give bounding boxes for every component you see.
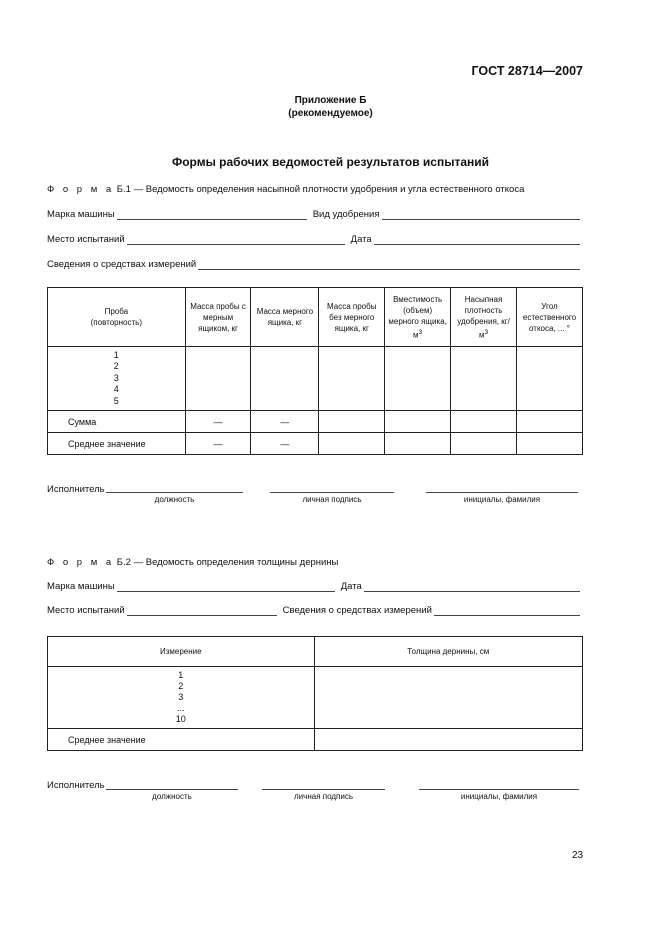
form1-machine-label: Марка машины <box>47 209 115 220</box>
form1-cell[interactable] <box>451 411 517 433</box>
form1-word: Ф о р м а <box>47 184 115 195</box>
form2-mean-row <box>48 729 583 751</box>
form1-fertilizer-label: Вид удобрения <box>312 209 380 220</box>
appendix-subtitle: (рекомендуемое) <box>288 108 373 119</box>
form1-cell[interactable] <box>251 347 319 411</box>
form2-table-header <box>48 637 583 667</box>
form1-dash: — <box>251 411 319 433</box>
form1-cell[interactable] <box>319 411 385 433</box>
form2-machine-label: Марка машины <box>47 581 115 592</box>
form1-name-caption: инициалы, фамилия <box>463 495 541 504</box>
form1-cell[interactable] <box>517 411 583 433</box>
form1-col-sample: Проба (повторность) <box>48 288 186 347</box>
form2-date-label: Дата <box>340 581 362 592</box>
form1-place-field[interactable] <box>127 234 345 245</box>
page-number: 23 <box>572 850 584 861</box>
standard-number: ГОСТ 28714—2007 <box>471 64 583 78</box>
form1-cell[interactable] <box>451 347 517 411</box>
form2-table-row <box>48 667 583 729</box>
form2-word: Ф о р м а <box>47 557 115 568</box>
form1-col-box-mass: Масса мерного ящика, кг <box>251 288 319 347</box>
form2-instruments-field[interactable] <box>434 605 580 616</box>
form2-position-line[interactable] <box>106 788 238 790</box>
form2-cell[interactable] <box>314 729 582 751</box>
form1-mean-label: Среднее значение <box>48 433 186 455</box>
form1-table-header <box>48 288 583 347</box>
form1-col-mass-with-box: Масса пробы с мерным ящиком, кг <box>185 288 251 347</box>
form1-instruments-field[interactable] <box>198 259 580 270</box>
form1-position-line[interactable] <box>106 491 243 493</box>
form2-col-measurement: Измерение <box>48 637 315 667</box>
form1-machine-row <box>47 209 582 220</box>
form1-date-label: Дата <box>350 234 372 245</box>
form1-dash: — <box>251 433 319 455</box>
form1-cell[interactable] <box>319 433 385 455</box>
form1-cell[interactable] <box>517 347 583 411</box>
form2-sign-line[interactable] <box>262 788 385 790</box>
form2-machine-field[interactable] <box>117 581 335 592</box>
form1-sum-label: Сумма <box>48 411 186 433</box>
form1-cell[interactable] <box>517 433 583 455</box>
form2-col-thickness: Толщина дернины, см <box>314 637 582 667</box>
form1-instruments-row <box>47 259 582 270</box>
form1-dash: — <box>185 411 251 433</box>
form2-machine-row <box>47 581 582 592</box>
form1-cell[interactable] <box>319 347 385 411</box>
form1-cell[interactable] <box>385 347 451 411</box>
form2-executor-label: Исполнитель <box>47 780 105 791</box>
form1-cell[interactable] <box>385 411 451 433</box>
form2-place-label: Место испытаний <box>47 605 125 616</box>
form1-caption <box>47 184 524 195</box>
form1-col-box-volume: Вместимость (объем) мерного ящика, $м^3$ <box>385 288 451 347</box>
form1-col-repose-angle: Угол естественного откоса, ... ° <box>517 288 583 347</box>
form1-table <box>47 287 583 455</box>
form1-cell[interactable] <box>385 433 451 455</box>
form2-caption-text: Б.2 — Ведомость определения толщины дернины <box>114 557 339 568</box>
form1-executor-label: Исполнитель <box>47 484 105 495</box>
form1-instruments-label: Сведения о средствах измерений <box>47 259 197 270</box>
form1-sign-caption: личная подпись <box>302 495 362 504</box>
form1-mean-row <box>48 433 583 455</box>
form2-date-field[interactable] <box>364 581 580 592</box>
form2-place-field[interactable] <box>127 605 277 616</box>
form1-cell[interactable] <box>451 433 517 455</box>
form2-instruments-label: Сведения о средствах измерений <box>282 605 432 616</box>
appendix-title: Приложение Б <box>294 95 367 106</box>
form1-position-caption: должность <box>154 495 195 504</box>
form1-sample-numbers: 1 2 3 4 5 <box>48 347 186 411</box>
form1-sum-row <box>48 411 583 433</box>
form2-place-row <box>47 605 582 616</box>
form1-dash: — <box>185 433 251 455</box>
forms-title: Формы рабочих ведомостей результатов испытаний <box>171 155 490 169</box>
form1-caption-text: Б.1 — Ведомость определения насыпной плотности удобрения и угла естественного откоса <box>114 184 525 195</box>
form1-name-line[interactable] <box>426 491 578 493</box>
form2-sign-caption: личная подпись <box>294 792 353 801</box>
form1-date-field[interactable] <box>374 234 580 245</box>
form2-measurement-numbers: 1 2 3 ... 10 <box>48 667 315 729</box>
form1-table-row <box>48 347 583 411</box>
form2-mean-label: Среднее значение <box>48 729 315 751</box>
form1-cell[interactable] <box>185 347 251 411</box>
form1-machine-field[interactable] <box>117 209 307 220</box>
form1-col-bulk-density: Насыпная плотность удобрения, $кг/м^3$ <box>451 288 517 347</box>
form2-caption <box>47 557 338 568</box>
form2-table <box>47 636 583 751</box>
form2-position-caption: должность <box>152 792 192 801</box>
form1-place-row <box>47 234 582 245</box>
form2-cell[interactable] <box>314 667 582 729</box>
form2-name-caption: инициалы, фамилия <box>460 792 538 801</box>
form1-col-mass-without-box: Масса пробы без мерного ящика, кг <box>319 288 385 347</box>
form2-name-line[interactable] <box>419 788 579 790</box>
form1-fertilizer-field[interactable] <box>382 209 581 220</box>
form1-sign-line[interactable] <box>270 491 394 493</box>
form1-place-label: Место испытаний <box>47 234 125 245</box>
